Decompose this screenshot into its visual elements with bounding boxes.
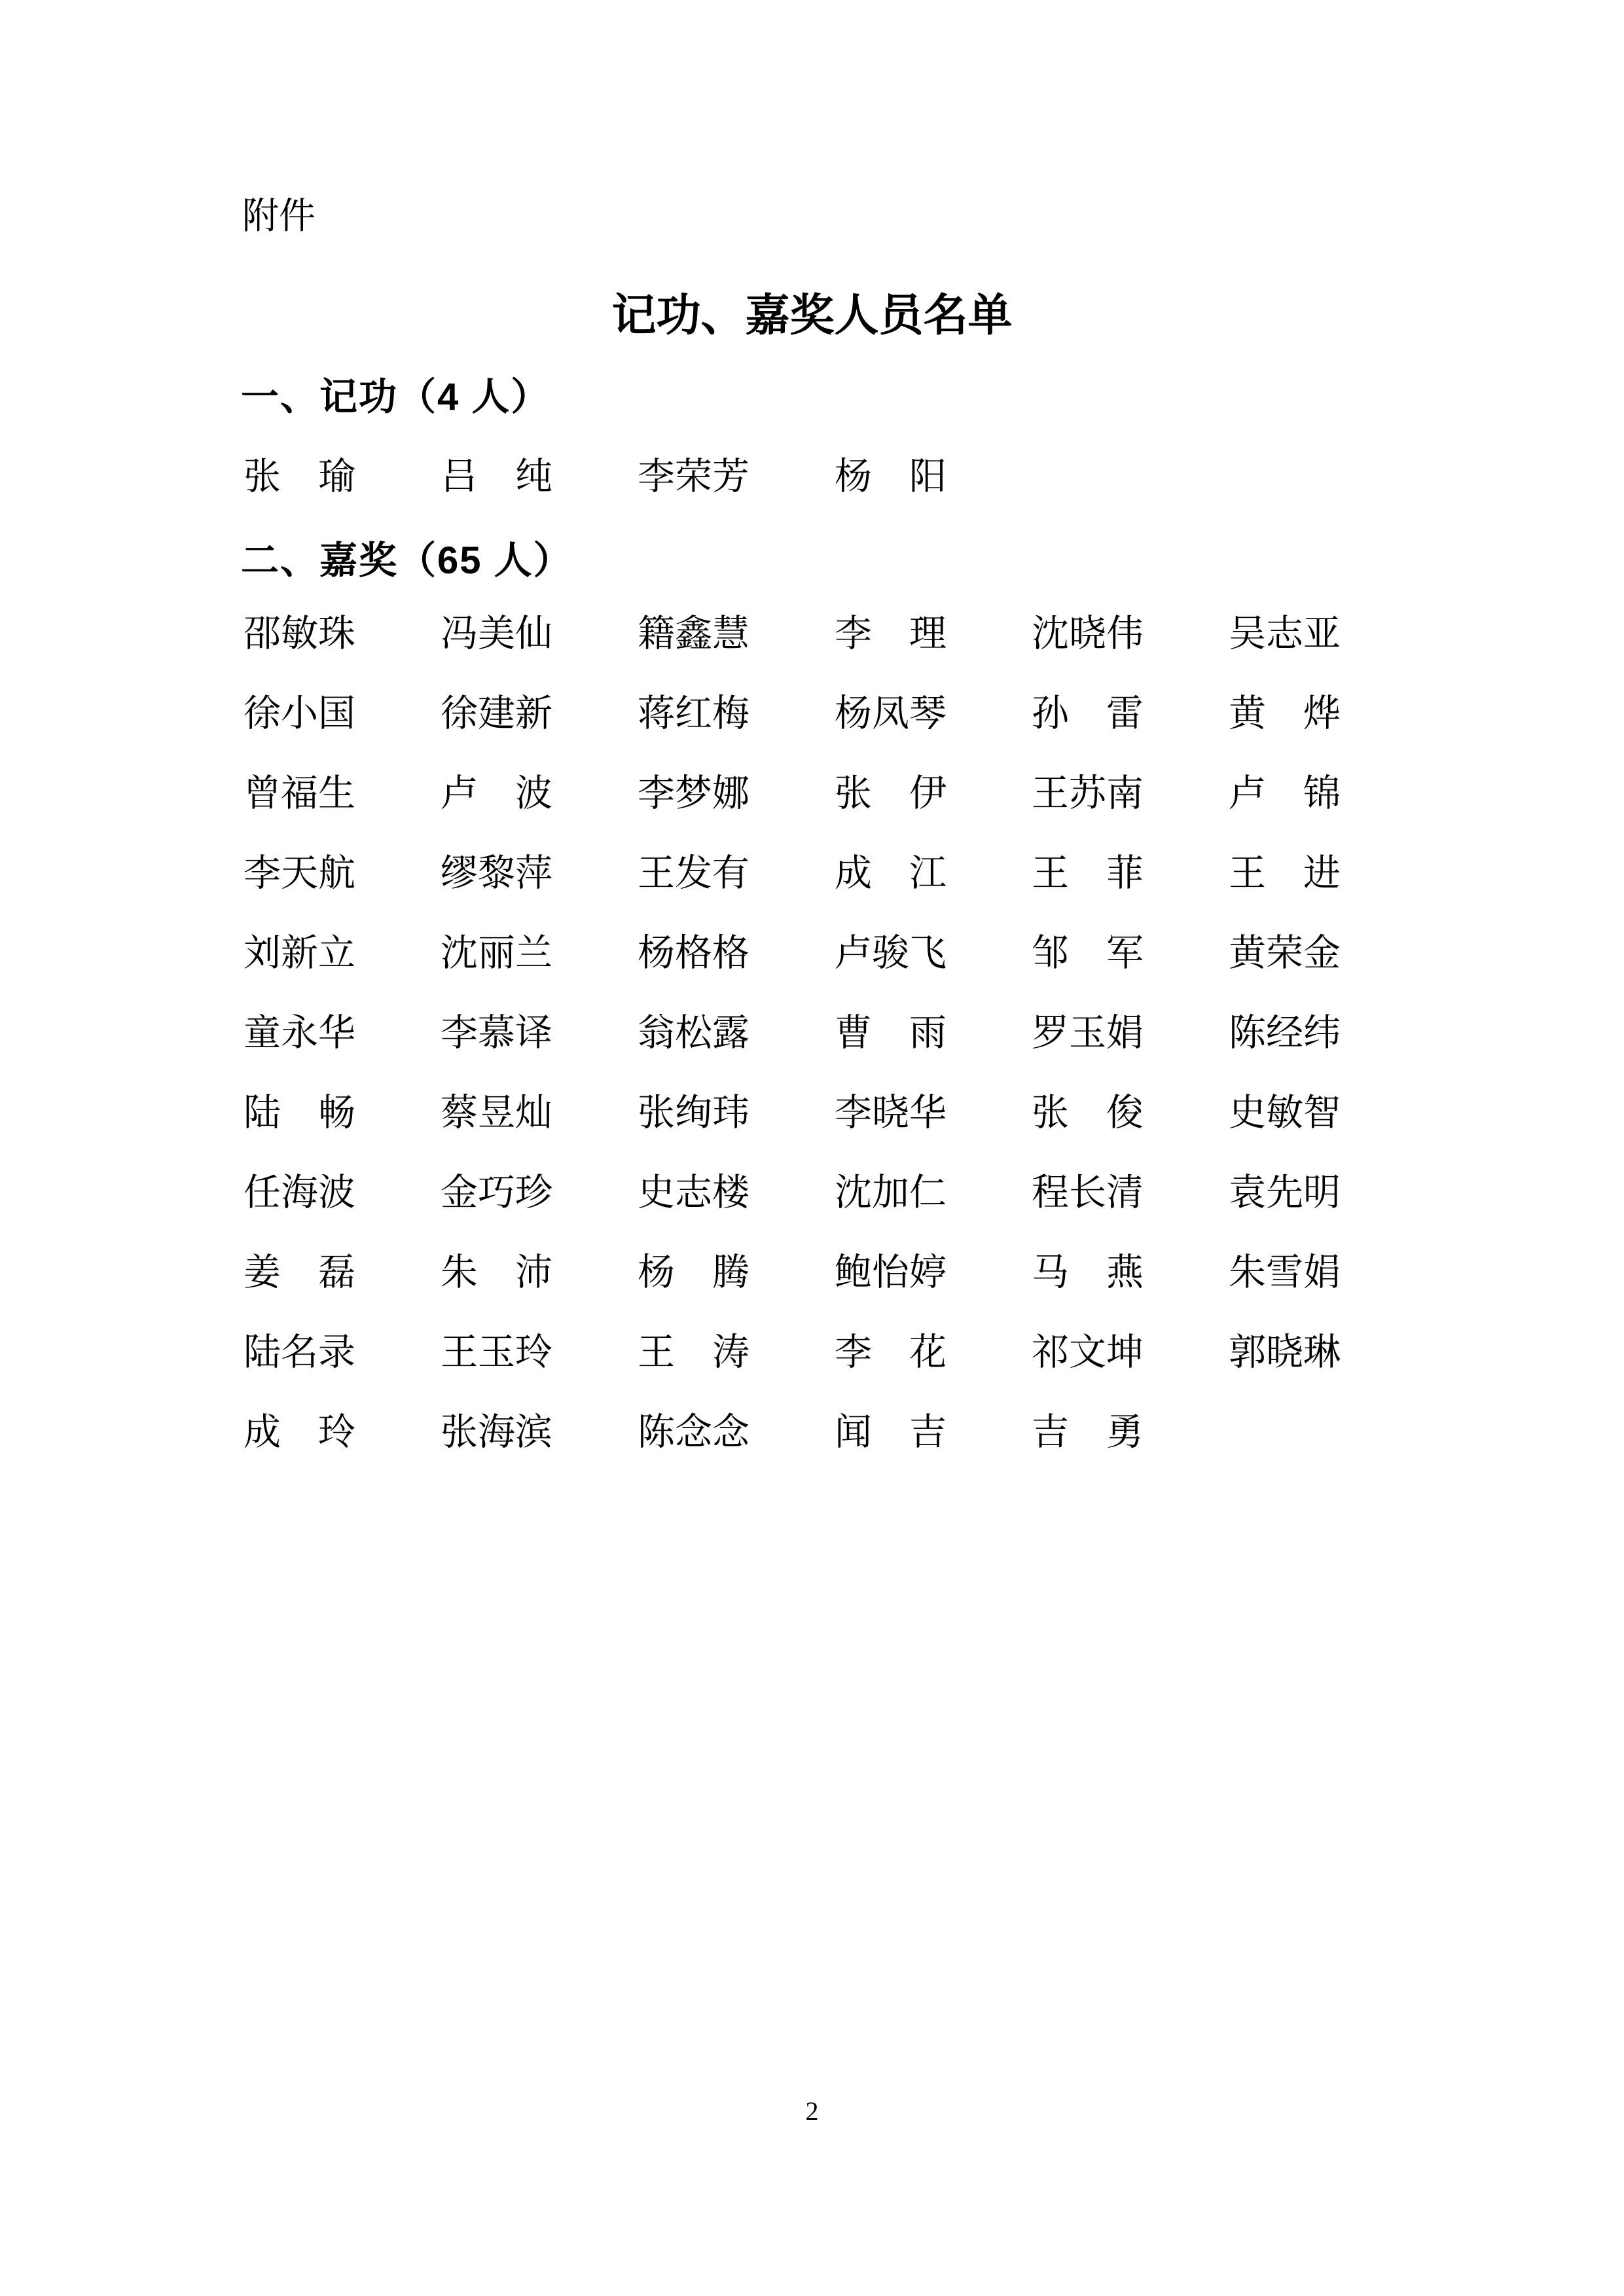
person-name: 翁松露 — [638, 1012, 749, 1054]
name-row — [244, 914, 1426, 994]
person-name: 陈念念 — [638, 1411, 749, 1453]
person-name: 王苏南 — [1032, 772, 1144, 814]
person-name: 卢骏飞 — [835, 932, 947, 974]
person-name: 张 瑜 — [244, 456, 355, 497]
person-name: 史敏智 — [1229, 1092, 1341, 1134]
attachment-label: 附件 — [242, 196, 316, 237]
person-name: 吕 纯 — [441, 456, 552, 497]
person-name: 吴志亚 — [1229, 613, 1341, 655]
person-name: 陆 畅 — [244, 1092, 355, 1134]
person-name: 徐建新 — [441, 692, 552, 734]
name-row — [244, 594, 1426, 674]
person-name: 马 燕 — [1032, 1251, 1144, 1293]
person-name: 王玉玲 — [441, 1331, 552, 1373]
person-name: 李慕译 — [441, 1012, 552, 1054]
person-name: 吉 勇 — [1032, 1411, 1144, 1453]
person-name: 成 江 — [835, 852, 947, 894]
person-name: 郭晓琳 — [1229, 1331, 1341, 1373]
person-name: 姜 磊 — [244, 1251, 355, 1293]
person-name: 杨凤琴 — [835, 692, 947, 734]
person-name: 张 俊 — [1032, 1092, 1144, 1134]
person-name: 沈丽兰 — [441, 932, 552, 974]
person-name: 李天航 — [244, 852, 355, 894]
person-name: 成 玲 — [244, 1411, 355, 1453]
person-name: 邵敏珠 — [244, 613, 355, 655]
person-name: 李梦娜 — [638, 772, 749, 814]
name-row — [244, 994, 1426, 1073]
person-name: 杨 腾 — [638, 1251, 749, 1293]
name-row — [244, 1073, 1426, 1153]
person-name: 孙 雷 — [1032, 692, 1144, 734]
merit-name-grid — [244, 437, 1426, 517]
person-name: 陆名录 — [244, 1331, 355, 1373]
person-name: 缪黎萍 — [441, 852, 552, 894]
person-name: 蒋红梅 — [638, 692, 749, 734]
person-name: 黄荣金 — [1229, 932, 1341, 974]
person-name: 李晓华 — [835, 1092, 947, 1134]
name-row — [244, 437, 1426, 517]
name-row — [244, 1233, 1426, 1313]
person-name: 朱 沛 — [441, 1251, 552, 1293]
person-name: 任海波 — [244, 1172, 355, 1213]
person-name: 金巧珍 — [441, 1172, 552, 1213]
person-name: 黄 烨 — [1229, 692, 1341, 734]
person-name: 史志楼 — [638, 1172, 749, 1213]
person-name: 李 理 — [835, 613, 947, 655]
person-name: 王 涛 — [638, 1331, 749, 1373]
person-name: 邹 军 — [1032, 932, 1144, 974]
person-name: 朱雪娟 — [1229, 1251, 1341, 1293]
person-name: 卢 锦 — [1229, 772, 1341, 814]
page-number: 2 — [805, 2096, 819, 2126]
person-name: 鲍怡婷 — [835, 1251, 947, 1293]
name-row — [244, 834, 1426, 914]
person-name: 冯美仙 — [441, 613, 552, 655]
person-name: 蔡昱灿 — [441, 1092, 552, 1134]
document-title: 记功、嘉奖人员名单 — [611, 291, 1013, 340]
person-name: 籍鑫慧 — [638, 613, 749, 655]
person-name: 陈经纬 — [1229, 1012, 1341, 1054]
person-name: 罗玉娟 — [1032, 1012, 1144, 1054]
name-row — [244, 1313, 1426, 1393]
person-name: 沈加仁 — [835, 1172, 947, 1213]
person-name: 沈晓伟 — [1032, 613, 1144, 655]
person-name: 刘新立 — [244, 932, 355, 974]
person-name: 闻 吉 — [835, 1411, 947, 1453]
person-name: 袁先明 — [1229, 1172, 1341, 1213]
person-name: 杨格格 — [638, 932, 749, 974]
section-heading-reward: 二、嘉奖（65 人） — [241, 539, 573, 582]
person-name: 祁文坤 — [1032, 1331, 1144, 1373]
person-name: 曹 雨 — [835, 1012, 947, 1054]
name-row — [244, 1153, 1426, 1233]
person-name: 卢 波 — [441, 772, 552, 814]
person-name: 杨 阳 — [835, 456, 947, 497]
person-name: 王发有 — [638, 852, 749, 894]
person-name: 张海滨 — [441, 1411, 552, 1453]
name-row — [244, 754, 1426, 834]
name-row — [244, 674, 1426, 754]
person-name: 李荣芳 — [638, 456, 749, 497]
person-name: 童永华 — [244, 1012, 355, 1054]
person-name: 李 花 — [835, 1331, 947, 1373]
person-name: 王 菲 — [1032, 852, 1144, 894]
person-name: 张绚玮 — [638, 1092, 749, 1134]
person-name: 王 进 — [1229, 852, 1341, 894]
person-name: 程长清 — [1032, 1172, 1144, 1213]
person-name: 张 伊 — [835, 772, 947, 814]
reward-name-grid — [244, 594, 1426, 1473]
section-heading-merit: 一、记功（4 人） — [241, 376, 550, 418]
person-name: 曾福生 — [244, 772, 355, 814]
person-name: 徐小国 — [244, 692, 355, 734]
name-row — [244, 1393, 1426, 1473]
